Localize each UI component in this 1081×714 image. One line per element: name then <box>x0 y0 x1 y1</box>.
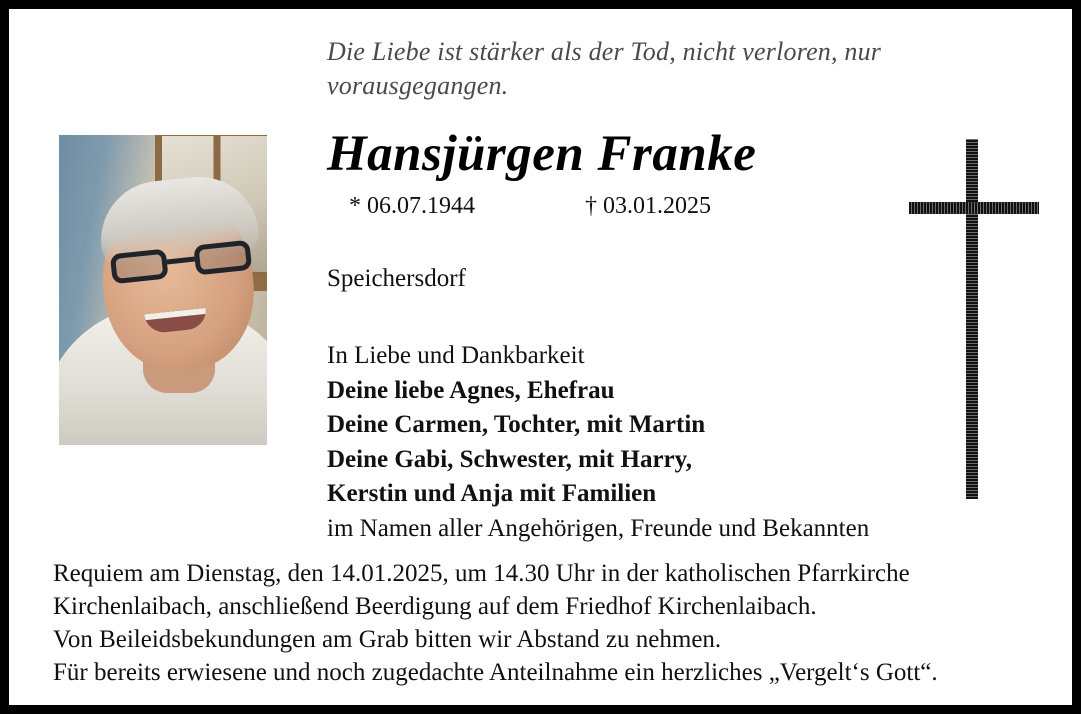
glasses-bridge <box>167 257 195 265</box>
service-line: Von Beileidsbekundungen am Grab bitten wir Abstand zu nehmen. <box>53 626 722 653</box>
family-line: Deine Carmen, Tochter, mit Martin <box>327 411 706 438</box>
death-date: † 03.01.2025 <box>585 193 711 219</box>
cross-horizontal-bar <box>909 202 1039 214</box>
family-line: Kerstin und Anja mit Familien <box>327 480 657 507</box>
dedication-closing: im Namen aller Angehörigen, Freunde und Bekannten <box>327 514 870 542</box>
service-line: Requiem am Dienstag, den 14.01.2025, um 14.30 Uhr in der katholischen Pfarrkirche <box>53 560 910 587</box>
deceased-name: Hansjürgen Franke <box>327 126 757 182</box>
dedication-block <box>327 339 869 546</box>
place-name: Speichersdorf <box>327 265 466 292</box>
service-details <box>9 557 1072 689</box>
memorial-motto: Die Liebe ist stärker als der Tod, nicht verloren, nur vorausgegangen. <box>327 37 882 101</box>
glasses-right-lens <box>193 240 252 276</box>
dedication-intro: In Liebe und Dankbarkeit <box>327 342 585 369</box>
cross-icon <box>909 139 1049 499</box>
life-dates <box>349 193 819 220</box>
birth-date: * 06.07.1944 <box>349 193 475 219</box>
glasses-left-lens <box>110 249 169 285</box>
service-line: Für bereits erwiesene und noch zugedachte Anteilnahme ein herzliches „Vergelt‘s Gott“. <box>53 659 938 686</box>
family-line: Deine Gabi, Schwester, mit Harry, <box>327 445 693 473</box>
portrait-photo <box>59 135 267 445</box>
obituary-upper-area <box>9 9 1072 549</box>
service-line: Kirchenlaibach, anschließend Beerdigung auf dem Friedhof Kirchenlaibach. <box>53 593 817 620</box>
cross-vertical-bar <box>966 139 978 499</box>
family-line: Deine liebe Agnes, Ehefrau <box>327 376 615 404</box>
